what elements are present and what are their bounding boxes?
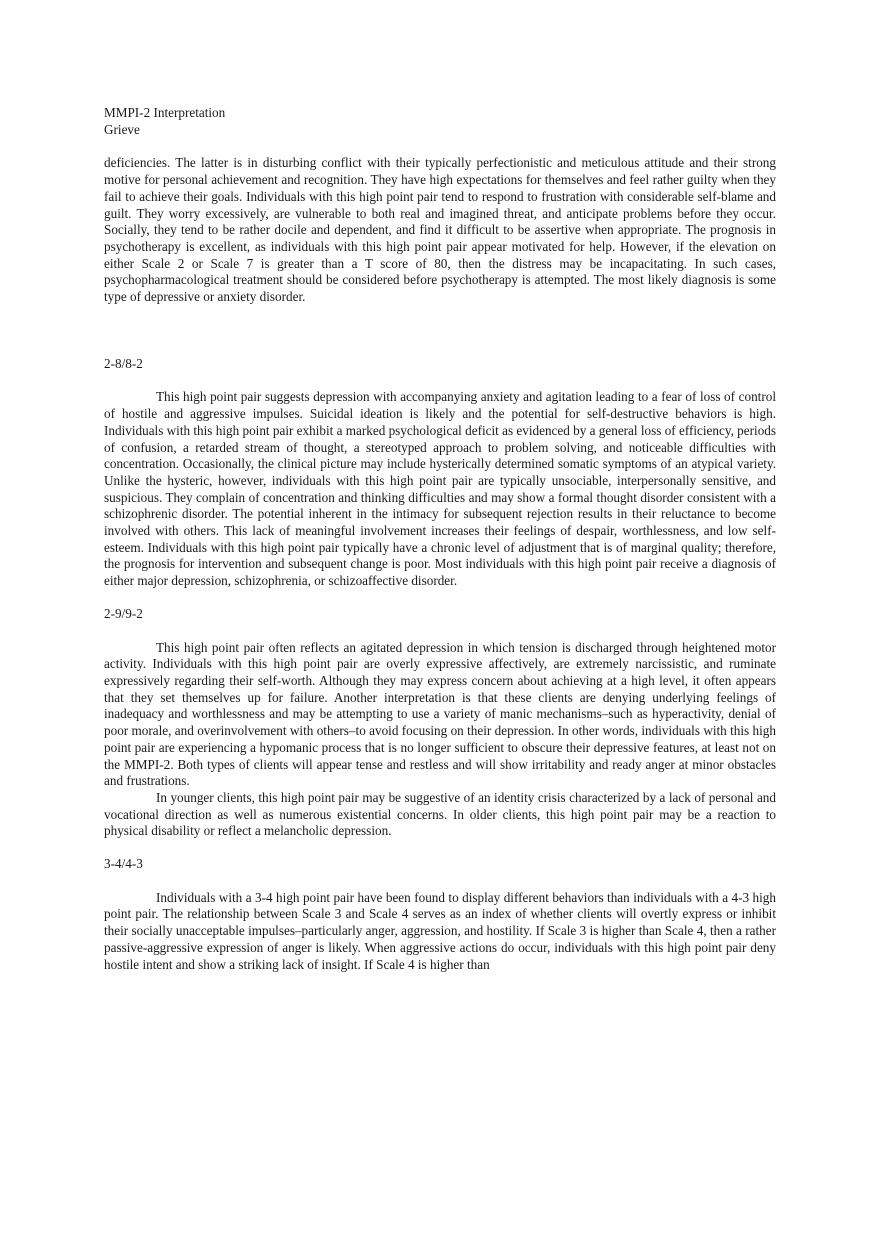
document-title: MMPI-2 Interpretation bbox=[104, 105, 226, 120]
page-header bbox=[104, 105, 776, 138]
section-3-4 bbox=[104, 856, 776, 973]
document-page bbox=[104, 105, 776, 973]
section-heading: 2-9/9-2 bbox=[104, 605, 143, 621]
document-author: Grieve bbox=[104, 121, 140, 137]
section-2-9 bbox=[104, 606, 776, 840]
section-heading: 2-8/8-2 bbox=[104, 355, 143, 371]
section-paragraph: This high point pair suggests depression with accompanying anxiety and agitation leading to a fear of loss of control of hostile and aggressive impulses. Suicidal ideation is likely and the potential for self-destructive behaviors is high. Individuals with this high point pair exhibit a marked psychological deficit as evidenced by a general loss of efficiency, periods of confusion, a retarded stream of thought, a stereotyped approach to problem solving, and noticeable difficulties with concentration. Occasionally, the clinical picture may include hysterically determined somatic symptoms of an atypical variety. Unlike the hysteric, however, individuals with this high point pair are typically unsociable, interpersonally sensitive, and suspicious. They complain of concentration and thinking difficulties and may show a formal thought disorder consistent with a schizophrenic disorder. The potential inherent in the intimacy for subsequent rejection results in their reluctance to become involved with others. This lack of meaningful involvement increases their feelings of despair, worthlessness, and low self-esteem. Individuals with this high point pair typically have a chronic level of adjustment that is of marginal quality; therefore, the prognosis for intervention and subsequent change is poor. Most individuals with this high point pair receive a diagnosis of either major depression, schizophrenia, or schizoaffective disorder. bbox=[104, 389, 777, 589]
section-paragraph: In younger clients, this high point pair may be suggestive of an identity crisis characterized by a lack of personal and vocational direction as well as numerous existential concerns. In older clients, this high point pair may be a reaction to physical disability or reflect a melancholic depression. bbox=[104, 789, 776, 839]
continuation-paragraph: deficiencies. The latter is in disturbing conflict with their typically perfectionistic and meticulous attitude and their strong motive for personal achievement and recognition. They have high expectations for themselves and feel rather guilty when they fail to achieve their goals. Individuals with this high point pair tend to respond to frustration with considerable self-blame and guilt. They worry excessively, are vulnerable to both real and imagined threat, and anticipate problems before they occur. Socially, they tend to be rather docile and dependent, and find it difficult to be assertive when appropriate. The prognosis in psychotherapy is excellent, as individuals with this high point pair appear motivated for help. However, if the elevation on either Scale 2 or Scale 7 is greater than a T score of 80, then the distress may be incapacitating. In such cases, psychopharmacological treatment should be considered before psychotherapy is attempted. The most likely diagnosis is some type of depressive or anxiety disorder. bbox=[104, 155, 776, 305]
section-heading: 3-4/4-3 bbox=[104, 856, 143, 872]
section-2-8 bbox=[104, 356, 776, 590]
section-paragraph: This high point pair often reflects an agitated depression in which tension is discharged through heightened motor activity. Individuals with this high point pair are overly expressive affectively, are extremely narcissistic, and ruminate expressively regarding their self-worth. Although they may express concern about achieving at a high level, it often appears that they set themselves up for failure. Another interpretation is that these clients are denying underlying feelings of inadequacy and worthlessness and may be attempting to use a variety of manic mechanisms–such as hyperactivity, denial of poor morale, and overinvolvement with others–to avoid focusing on their depression. In other words, individuals with this high point pair are experiencing a hypomanic process that is no longer sufficient to obscure their depressive features, at least not on the MMPI-2. Both types of clients will appear tense and restless and will show irritability and ready anger at minor obstacles and frustrations. bbox=[104, 639, 776, 789]
section-paragraph: Individuals with a 3-4 high point pair have been found to display different behaviors than individuals with a 4-3 high point pair. The relationship between Scale 3 and Scale 4 serves as an index of whether clients will overtly express or inhibit their socially unacceptable impulses–particularly anger, aggression, and hostility. If Scale 3 is higher than Scale 4, then a rather passive-aggressive expression of anger is likely. When aggressive actions do occur, individuals with this high point pair deny hostile intent and show a striking lack of insight. If Scale 4 is higher than bbox=[104, 889, 776, 972]
